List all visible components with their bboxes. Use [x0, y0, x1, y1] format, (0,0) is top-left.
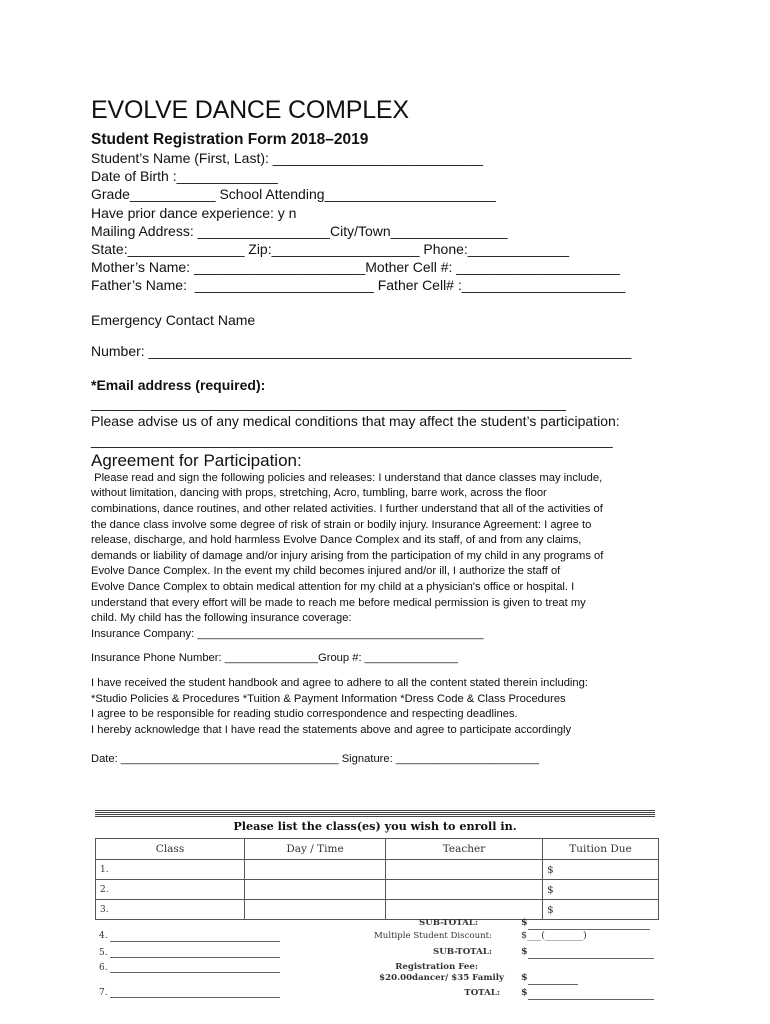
agreement-title: Agreement for Participation:: [91, 450, 302, 470]
agreement-line: release, discharge, and hold harmless Evolve Dance Complex and its staff, of and from any claims,: [91, 534, 582, 547]
total-label: TOTAL:: [464, 988, 500, 998]
extra-row-number: 7.: [99, 988, 108, 998]
extra-row-number: 4.: [99, 931, 108, 941]
reg-fee-dollar: $: [521, 972, 528, 983]
agreement-line: child. My child has the following insurance coverage:: [91, 612, 352, 625]
agreement-line: demands or liability of damage and/or injury arising from the participation of my child in any programs of: [91, 549, 604, 562]
divider: [95, 810, 655, 811]
agreement-line: the dance class involve some degree of risk of strain or bodily injury. Insurance Agreement: I agree to: [91, 518, 592, 531]
handbook-line: *Studio Policies & Procedures *Tuition & Payment Information *Dress Code & Class Procedures: [91, 692, 566, 705]
divider: [95, 814, 655, 815]
form-subtitle: Student Registration Form 2018–2019: [91, 131, 369, 148]
tuition-cell[interactable]: $: [543, 900, 659, 920]
email-field[interactable]: _____________________________________________________________: [91, 395, 566, 412]
agreement-line: understand that every effort will be made to reach me before medical permission is given to treat my: [91, 596, 586, 609]
day-time-cell[interactable]: [245, 860, 386, 880]
tuition-cell[interactable]: $: [543, 880, 659, 900]
emergency-number-field[interactable]: Number: ______________________________________________________________: [91, 342, 632, 359]
day-time-cell[interactable]: [245, 880, 386, 900]
mailing-address-field[interactable]: Mailing Address: _________________City/Town_______________: [91, 222, 508, 239]
subtotal-dollar: $: [521, 917, 528, 928]
reg-fee-label: Registration Fee:: [395, 962, 478, 972]
reg-fee-line[interactable]: [528, 984, 578, 985]
insurance-company-field[interactable]: Insurance Company: ______________________________________________: [91, 627, 484, 640]
state-zip-phone-field[interactable]: State:_______________ Zip:___________________ Phone:_____________: [91, 241, 570, 258]
column-header-class: Class: [96, 839, 245, 860]
extra-row-line[interactable]: [110, 997, 280, 998]
insurance-phone-field[interactable]: Insurance Phone Number: _______________Group #: _______________: [91, 652, 459, 665]
teacher-cell[interactable]: [386, 900, 543, 920]
subtotal-label: SUB-TOTAL:: [419, 918, 478, 928]
grade-school-field[interactable]: Grade___________ School Attending______________________: [91, 186, 496, 203]
father-field[interactable]: Father’s Name: _______________________ Father Cell# :_____________________: [91, 277, 626, 294]
column-header-teacher: Teacher: [386, 839, 543, 860]
table-row: [96, 860, 659, 880]
prior-experience-field[interactable]: Have prior dance experience: y n: [91, 204, 297, 221]
divider: [95, 812, 655, 813]
teacher-cell[interactable]: [386, 880, 543, 900]
page-title: EVOLVE DANCE COMPLEX: [91, 96, 409, 124]
agreement-text: [91, 471, 691, 643]
medical-label: Please advise us of any medical conditions that may affect the student’s participation:: [91, 413, 620, 430]
registration-form: [91, 96, 691, 768]
agreement-line: without limitation, dancing with props, stretching, Acro, tumbling, barre work, across the floor: [91, 487, 547, 500]
date-of-birth-field[interactable]: Date of Birth :_____________: [91, 168, 278, 185]
date-signature-field[interactable]: Date: ___________________________________ Signature: _______________________: [91, 753, 539, 766]
table-row: [96, 880, 659, 900]
enroll-table: [95, 838, 659, 920]
extra-row-number: 5.: [99, 948, 108, 958]
agreement-line: Evolve Dance Complex to obtain medical attention for my child at a physician's office or hospital. I: [91, 581, 575, 593]
subtotal2-line[interactable]: [528, 958, 654, 959]
subtotal2-label: SUB-TOTAL:: [433, 947, 492, 957]
extra-row-line[interactable]: [110, 972, 280, 973]
class-cell[interactable]: 3.: [96, 900, 245, 920]
discount-label: Multiple Student Discount:: [374, 931, 492, 941]
divider: [95, 816, 655, 817]
discount-value[interactable]: $___(________): [521, 930, 587, 941]
medical-field[interactable]: ___________________________________________________________________: [91, 431, 613, 448]
teacher-cell[interactable]: [386, 860, 543, 880]
handbook-text: [91, 676, 691, 738]
subtotal2-dollar: $: [521, 946, 528, 957]
student-name-field[interactable]: Student’s Name (First, Last): ___________________________: [91, 150, 484, 166]
column-header-day-time: Day / Time: [245, 839, 386, 860]
extra-row-line[interactable]: [110, 941, 280, 942]
tuition-cell[interactable]: $: [543, 860, 659, 880]
extra-row-number: 6.: [99, 963, 108, 973]
class-cell[interactable]: 1.: [96, 860, 245, 880]
emergency-contact-label: Emergency Contact Name: [91, 311, 256, 328]
handbook-line: I have received the student handbook and agree to adhere to all the content stated therein including:: [91, 676, 588, 689]
mother-field[interactable]: Mother’s Name: ______________________Mother Cell #: _____________________: [91, 259, 620, 276]
enroll-title: Please list the class(es) you wish to enroll in.: [233, 819, 517, 833]
agreement-line: combinations, dance routines, and other related activities. I further understand that all of the activities of: [91, 503, 603, 516]
day-time-cell[interactable]: [245, 900, 386, 920]
agreement-line: Evolve Dance Complex. In the event my child becomes injured and/or ill, I authorize the staff of: [91, 565, 561, 578]
email-label: *Email address (required):: [91, 377, 266, 394]
agreement-line: Please read and sign the following policies and releases: I understand that dance classes may include,: [91, 471, 603, 484]
total-line[interactable]: [528, 999, 654, 1000]
reg-fee-detail: $20.00dancer/ $35 Family: [379, 973, 504, 983]
handbook-line: I hereby acknowledge that I have read the statements above and agree to participate accordingly: [91, 723, 572, 736]
extra-row-line[interactable]: [110, 957, 280, 958]
handbook-line: I agree to be responsible for reading studio correspondence and respecting deadlines.: [91, 708, 518, 721]
total-dollar: $: [521, 987, 528, 998]
column-header-tuition: Tuition Due: [543, 839, 659, 860]
class-cell[interactable]: 2.: [96, 880, 245, 900]
table-row: [96, 900, 659, 920]
student-fields: [91, 149, 691, 295]
